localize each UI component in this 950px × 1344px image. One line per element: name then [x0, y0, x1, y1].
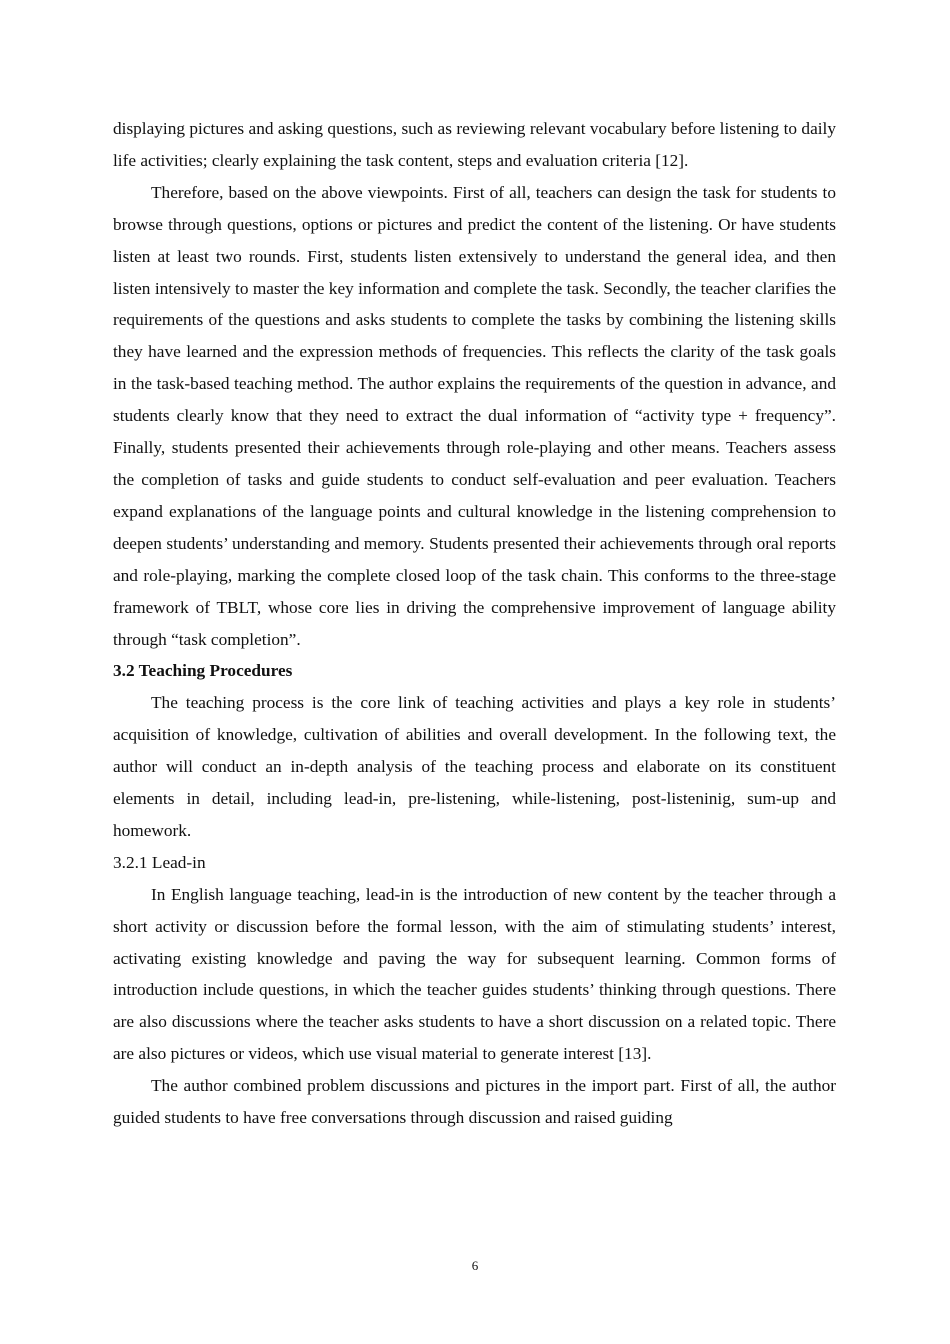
paragraph-therefore: Therefore, based on the above viewpoints. First of all, teachers can design the task for students to browse through questions, options or pictures and predict the content of the listening. Or have students listen at least two rounds. First, students listen extensively to understand the general idea, and then listen intensively to master the key information and complete the task. Secondly, the teacher clarifies the requirements of the questions and asks students to complete the tasks by combining the listening skills they have learned and the expression methods of frequencies. This reflects the clarity of the task goals in the task-based teaching method. The author explains the requirements of the question in advance, and students clearly know that they need to extract the dual information of “activity type + frequency”. Finally, students presented their achievements through role-playing and other means. Teachers assess the completion of tasks and guide students to conduct self-evaluation and peer evaluation. Teachers expand explanations of the language points and cultural knowledge in the listening comprehension to deepen students’ understanding and memory. Students presented their achievements through oral reports and role-playing, marking the complete closed loop of the task chain. This conforms to the three-stage framework of TBLT, whose core lies in driving the comprehensive improvement of language ability through “task completion”. — [113, 182, 836, 649]
section-heading-teaching-procedures: 3.2 Teaching Procedures — [113, 661, 293, 681]
subsection-heading-lead-in: 3.2.1 Lead-in — [113, 852, 206, 872]
page-number: 6 — [471, 1258, 479, 1273]
paragraph-lead-in: In English language teaching, lead-in is the introduction of new content by the teacher through a short activity or discussion before the formal lesson, with the aim of stimulating students’ interest, activating existing knowledge and paving the way for subsequent learning. Common forms of introduction include questions, in which the teacher guides students’ thinking through questions. There are also discussions where the teacher asks students to have a short discussion on a related topic. There are also pictures or videos, which use visual material to generate interest [13]. — [113, 884, 836, 1064]
paragraph-continued: displaying pictures and asking questions, such as reviewing relevant vocabulary before listening to daily life activities; clearly explaining the task content, steps and evaluation criteria [12]. — [113, 119, 836, 170]
page-body — [113, 113, 836, 1134]
paragraph-teaching-process: The teaching process is the core link of teaching activities and plays a key role in students’ acquisition of knowledge, cultivation of abilities and overall development. In the following text, the author will conduct an in-depth analysis of the teaching process and elaborate on its constituent elements in detail, including lead-in, pre-listening, while-listening, post-listeninig, sum-up and homework. — [113, 693, 836, 840]
paragraph-author-combined: The author combined problem discussions and pictures in the import part. First of all, the author guided students to have free conversations through discussion and raised guiding — [113, 1076, 836, 1128]
